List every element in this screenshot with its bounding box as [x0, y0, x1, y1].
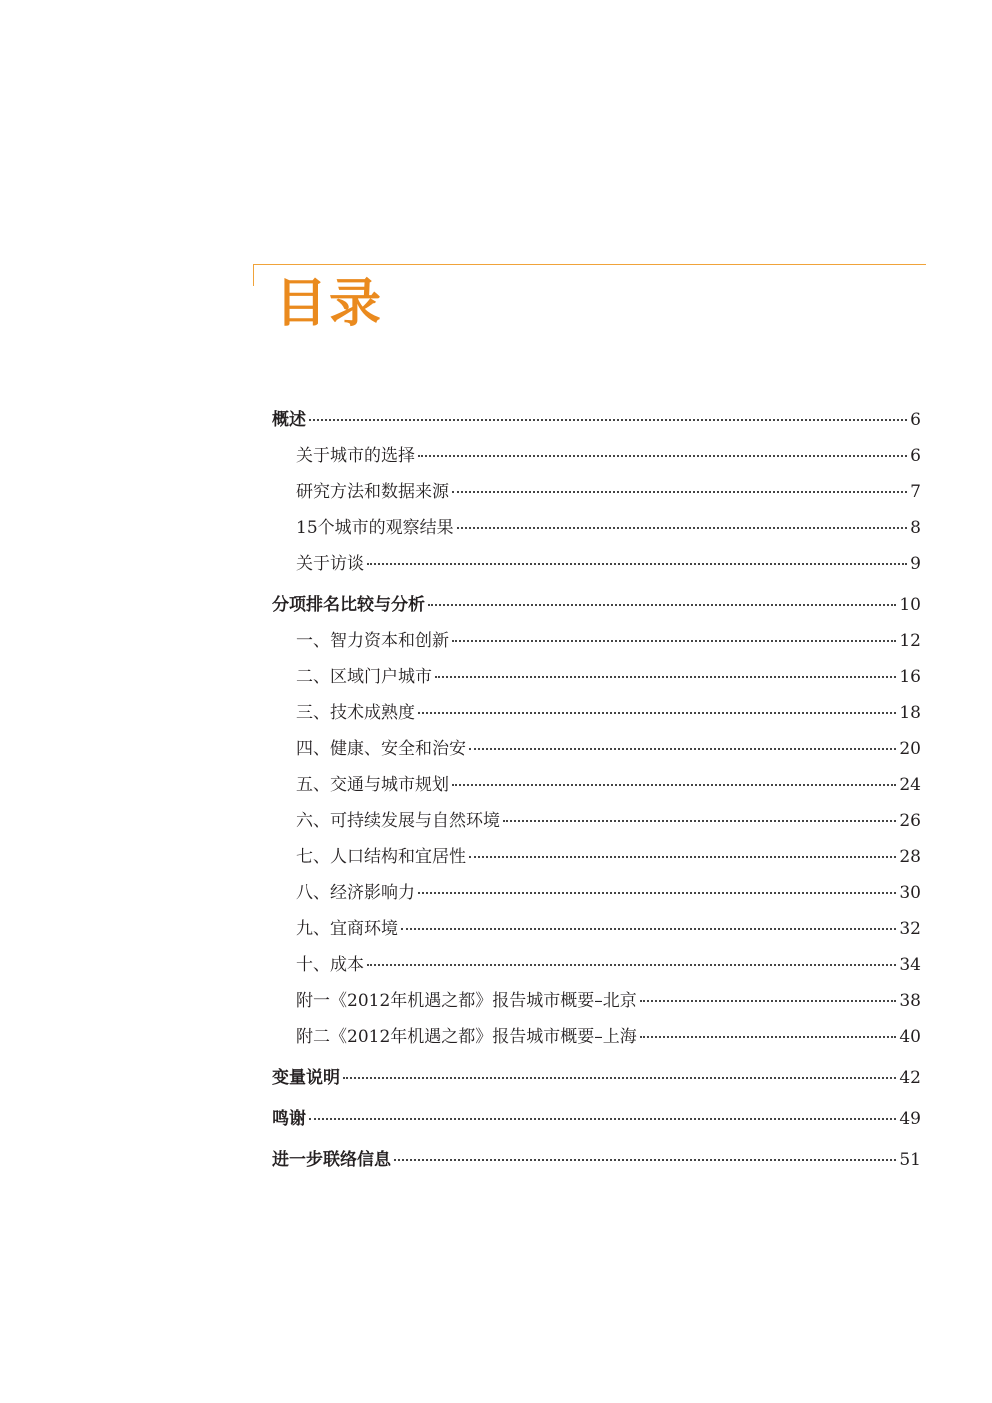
toc-entry-page: 12: [899, 631, 921, 651]
toc-entry-label: 15个城市的观察结果: [296, 518, 454, 538]
toc-entry-page: 28: [899, 847, 921, 867]
toc-entry-appendix-shanghai[interactable]: [272, 1019, 921, 1055]
toc-entry-appendix-beijing[interactable]: [272, 983, 921, 1019]
toc-entry-cost[interactable]: [272, 947, 921, 983]
toc-entry-health-safety[interactable]: [272, 731, 921, 767]
toc-entry-label: 关于访谈: [296, 554, 364, 574]
table-of-contents: [272, 402, 921, 1178]
toc-entry-page: 49: [899, 1109, 921, 1129]
toc-entry-page: 34: [899, 955, 921, 975]
dot-leader: [435, 676, 896, 678]
dot-leader: [309, 1118, 896, 1120]
title-rule: [253, 264, 926, 265]
dot-leader: [418, 892, 896, 894]
toc-entry-sustainability[interactable]: [272, 803, 921, 839]
toc-entry-label: 一、智力资本和创新: [296, 631, 449, 651]
toc-entry-page: 51: [899, 1150, 921, 1170]
toc-entry-gateway-city[interactable]: [272, 659, 921, 695]
toc-entry-technology-readiness[interactable]: [272, 695, 921, 731]
toc-entry-label: 分项排名比较与分析: [272, 595, 425, 615]
toc-entry-label: 七、人口结构和宜居性: [296, 847, 466, 867]
toc-entry-label: 附二《2012年机遇之都》报告城市概要–上海: [296, 1027, 637, 1047]
toc-entry-economic-clout[interactable]: [272, 875, 921, 911]
toc-entry-label: 三、技术成熟度: [296, 703, 415, 723]
toc-entry-page: 38: [899, 991, 921, 1011]
toc-entry-label: 四、健康、安全和治安: [296, 739, 466, 759]
toc-entry-page: 18: [899, 703, 921, 723]
toc-entry-interviews[interactable]: [272, 546, 921, 582]
dot-leader: [469, 748, 896, 750]
dot-leader: [343, 1077, 896, 1079]
toc-entry-transport-planning[interactable]: [272, 767, 921, 803]
dot-leader: [640, 1036, 897, 1038]
dot-leader: [367, 563, 907, 565]
dot-leader: [401, 928, 896, 930]
page-title: 目录: [275, 274, 384, 334]
toc-entry-label: 九、宜商环境: [296, 919, 398, 939]
dot-leader: [309, 419, 907, 421]
toc-entry-label: 五、交通与城市规划: [296, 775, 449, 795]
toc-entry-page: 32: [899, 919, 921, 939]
dot-leader: [428, 604, 896, 606]
toc-entry-page: 10: [899, 595, 921, 615]
toc-entry-page: 40: [899, 1027, 921, 1047]
toc-entry-observations[interactable]: [272, 510, 921, 546]
toc-entry-page: 20: [899, 739, 921, 759]
toc-entry-rankings-analysis[interactable]: [272, 587, 921, 623]
dot-leader: [367, 964, 896, 966]
dot-leader: [452, 491, 907, 493]
toc-entry-overview[interactable]: [272, 402, 921, 438]
toc-entry-label: 八、经济影响力: [296, 883, 415, 903]
toc-entry-label: 进一步联络信息: [272, 1150, 391, 1170]
toc-entry-page: 16: [899, 667, 921, 687]
toc-entry-acknowledgements[interactable]: [272, 1101, 921, 1137]
toc-entry-page: 6: [910, 410, 921, 430]
toc-entry-label: 附一《2012年机遇之都》报告城市概要–北京: [296, 991, 637, 1011]
dot-leader: [418, 455, 907, 457]
toc-entry-page: 24: [899, 775, 921, 795]
toc-entry-intellectual-capital[interactable]: [272, 623, 921, 659]
dot-leader: [394, 1159, 896, 1161]
dot-leader: [469, 856, 896, 858]
dot-leader: [452, 784, 896, 786]
toc-entry-page: 6: [910, 446, 921, 466]
dot-leader: [503, 820, 896, 822]
toc-entry-label: 六、可持续发展与自然环境: [296, 811, 500, 831]
toc-entry-label: 关于城市的选择: [296, 446, 415, 466]
toc-entry-demographics[interactable]: [272, 839, 921, 875]
toc-entry-variable-definitions[interactable]: [272, 1060, 921, 1096]
toc-entry-page: 42: [899, 1068, 921, 1088]
toc-entry-page: 26: [899, 811, 921, 831]
toc-entry-label: 研究方法和数据来源: [296, 482, 449, 502]
toc-entry-label: 二、区域门户城市: [296, 667, 432, 687]
toc-entry-page: 8: [910, 518, 921, 538]
toc-entry-methodology[interactable]: [272, 474, 921, 510]
toc-entry-page: 7: [910, 482, 921, 502]
dot-leader: [457, 527, 908, 529]
dot-leader: [452, 640, 896, 642]
dot-leader: [640, 1000, 897, 1002]
dot-leader: [418, 712, 896, 714]
toc-entry-label: 鸣谢: [272, 1109, 306, 1129]
title-rule-tick: [253, 264, 254, 286]
toc-entry-contact-info[interactable]: [272, 1142, 921, 1178]
toc-entry-label: 十、成本: [296, 955, 364, 975]
toc-entry-page: 9: [910, 554, 921, 574]
toc-entry-page: 30: [899, 883, 921, 903]
toc-entry-business-environment[interactable]: [272, 911, 921, 947]
toc-entry-label: 变量说明: [272, 1068, 340, 1088]
toc-entry-city-selection[interactable]: [272, 438, 921, 474]
toc-entry-label: 概述: [272, 410, 306, 430]
